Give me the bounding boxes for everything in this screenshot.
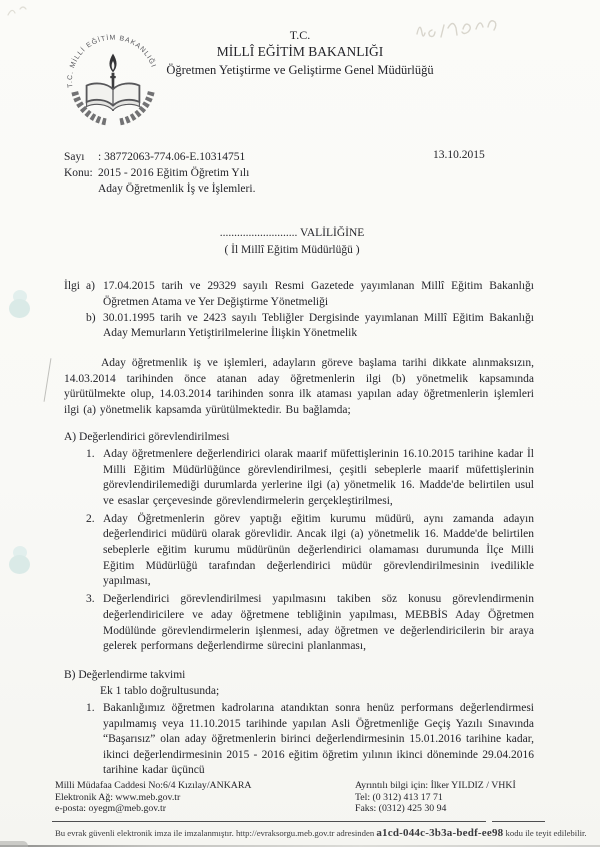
item-text: Aday Öğretmenlerin görev yaptığı eğitim kurumu müdürü, aynı zamanda adayın değerlendirici müdürü olarak görevlidir. Ancak ilgi (a) yönetmelik 16. Madde'de belirtilen sebeplerle eğitim kurumu müdürünün değerlendirici olamaması durumunda İlçe Milli Eğitim Müdürlüğü tarafından değerlendirici müdür görevlendirilmesinin ivedilikle yapılması, (103, 512, 534, 588)
footer-web: Elektronik Ağ: www.meb.gov.tr (55, 791, 181, 803)
scan-bottom-smudge (0, 841, 28, 847)
section-a-heading: A) Değerlendirici görevlendirilmesi (64, 431, 230, 443)
item-number: 1. (86, 448, 95, 460)
corner-pencil-mark (5, 3, 35, 21)
footer-divider-segment (492, 821, 545, 822)
section-b-subheading: Ek 1 tablo doğrultusunda; (100, 685, 220, 697)
item-text: Değerlendirici görevlendirilmesi yapılmasını takiben söz konusu görevlendirmenin değerlendiricilere ve aday öğretmene tebliğinin yapılması, MEBBİS Aday Öğretmen Modülünde görevlendirmelerin işlenmesi, aday öğretmen ve değerlendiricilerin bir araya gelerek performans değerlendirme sürecini planlanması, (103, 593, 534, 653)
item-text: Aday öğretmenlere değerlendirici olarak maarif müfettişlerinin 16.10.2015 tarihine kadar İl Milli Eğitim Müdürlüğünce görevlendirilmesi, çeşitli sebeplerle maarif müfettişlerinin görevlendirilemediği durumlarda yerlerine ilgi (a) yönetmelik 16. Madde'de belirtilen usul ve esaslar çerçevesinde görevlendirmelerin gerçekleştirilmesi, (103, 448, 534, 507)
konu-value-2: Aday Öğretmenlik İş ve İşlemleri. (98, 183, 256, 195)
item-number: 3. (86, 593, 95, 606)
footer-address: Milli Müdafaa Caddesi No:6/4 Kızılay/ANKARA (55, 780, 252, 791)
verification-suffix: kodu ile teyit edilebilir. (505, 828, 587, 838)
item-number: 2. (86, 512, 95, 525)
list-item (86, 701, 534, 779)
ilgi-label-spacer (64, 311, 86, 343)
section-b-heading: B) Değerlendirme takvimi (64, 669, 186, 681)
ilgi-item (64, 311, 534, 343)
footer-tel: Tel: (0 312) 413 17 71 (355, 791, 443, 803)
sayi-value: : 38772063-774.06-E.10314751 (98, 151, 246, 163)
footer-email: e-posta: oyegm@meb.gov.tr (55, 803, 166, 815)
handwritten-note (412, 12, 530, 44)
footer-contact: Ayrıntılı bilgi için: İlker YILDIZ / VHKİ (355, 780, 516, 791)
sayi-row (64, 149, 255, 165)
verification-prefix: Bu evrak güvenli elektronik imza ile imzalanmıştır. http://evraksorgu.meb.gov.tr adresinden (55, 828, 375, 838)
seal-arc-text: T.C. MİLLİ EĞİTİM BAKANLIĞI (66, 34, 157, 89)
sayi-label: Sayı (64, 151, 85, 163)
footer-divider (52, 821, 486, 822)
header-ministry: MİLLÎ EĞİTİM BAKANLIĞI (216, 44, 384, 59)
punch-mark (9, 290, 30, 318)
header-department: Öğretmen Yetiştirme ve Geliştirme Genel Müdürlüğü (166, 63, 434, 77)
ilgi-label: İlgi (64, 280, 80, 292)
verification-code: a1cd-044c-3b3a-bedf-ee98 (376, 827, 504, 839)
item-text: Bakanlığımız öğretmen kadrolarına atandıktan sonra henüz performans değerlendirmesi yapılmamış veya 11.10.2015 tarihinde yapılan Asli Öğretmenliğe Geçiş Yazılı Sınavında “Başarısız” olan aday öğretmenlerin birinci değerlendirmesinin 15.01.2016 tarihine kadar, ikinci değerlendirmesinin 2015 - 2016 eğitim öğretim yılının ikinci döneminde 29.04.2016 tarihine kadar üçüncü (103, 702, 534, 777)
pencil-slash-mark (44, 358, 52, 402)
footer-right-column (355, 780, 516, 815)
document-meta (64, 149, 255, 197)
footer-left-column (55, 780, 251, 815)
konu-value: 2015 - 2016 Eğitim Öğretim Yılı (98, 167, 250, 179)
section-a-list (86, 447, 534, 657)
verification-line (55, 827, 585, 839)
konu-row (64, 165, 255, 181)
recipient-block (0, 225, 584, 259)
recipient-line: ........................... VALİLİĞİNE (219, 227, 365, 239)
ilgi-block (64, 279, 534, 342)
ilgi-item-text: 30.01.1995 tarih ve 2423 sayılı Tebliğler Dergisinde yayımlanan Millî Eğitim Bakanlığı Aday Memurların Yetiştirilmelerine İlişkin Yönetmelik (103, 311, 534, 340)
list-item (86, 447, 534, 509)
intro-paragraph: Aday öğretmenlik iş ve işlemleri, adayların göreve başlama tarihi dikkate alınmaksızın, 14.03.2014 tarihinden önce atanan aday öğretmenlerin ilgi (b) yönetmelik kapsamında yürütülmekte olup, 14.03.2014 tarihinden sonra ilk ataması yapılan aday öğretmenlerin işlemleri ilgi (a) yönetmelik kapsamda yürütülmektedir. Bu bağlamda; (64, 357, 534, 416)
ilgi-item-text: 17.04.2015 tarih ve 29329 sayılı Resmi Gazetede yayımlanan Millî Eğitim Bakanlığı Öğretmen Atama ve Yer Değiştirme Yönetmeliği (103, 280, 534, 308)
konu-label: Konu: (64, 167, 93, 179)
recipient-sub: ( İl Millî Eğitim Müdürlüğü ) (224, 244, 360, 256)
ilgi-item-marker: b) (86, 311, 96, 324)
section-b-list (86, 701, 534, 781)
item-number: 1. (86, 702, 95, 714)
ilgi-item (64, 279, 534, 311)
document-date: 13.10.2015 (433, 149, 485, 161)
footer-fax: Faks: (0312) 425 30 94 (355, 803, 447, 815)
ilgi-item-marker: a) (86, 280, 95, 292)
list-item (86, 592, 534, 654)
list-item (86, 512, 534, 590)
punch-mark (9, 546, 30, 574)
header-tc: T.C. (289, 28, 311, 42)
